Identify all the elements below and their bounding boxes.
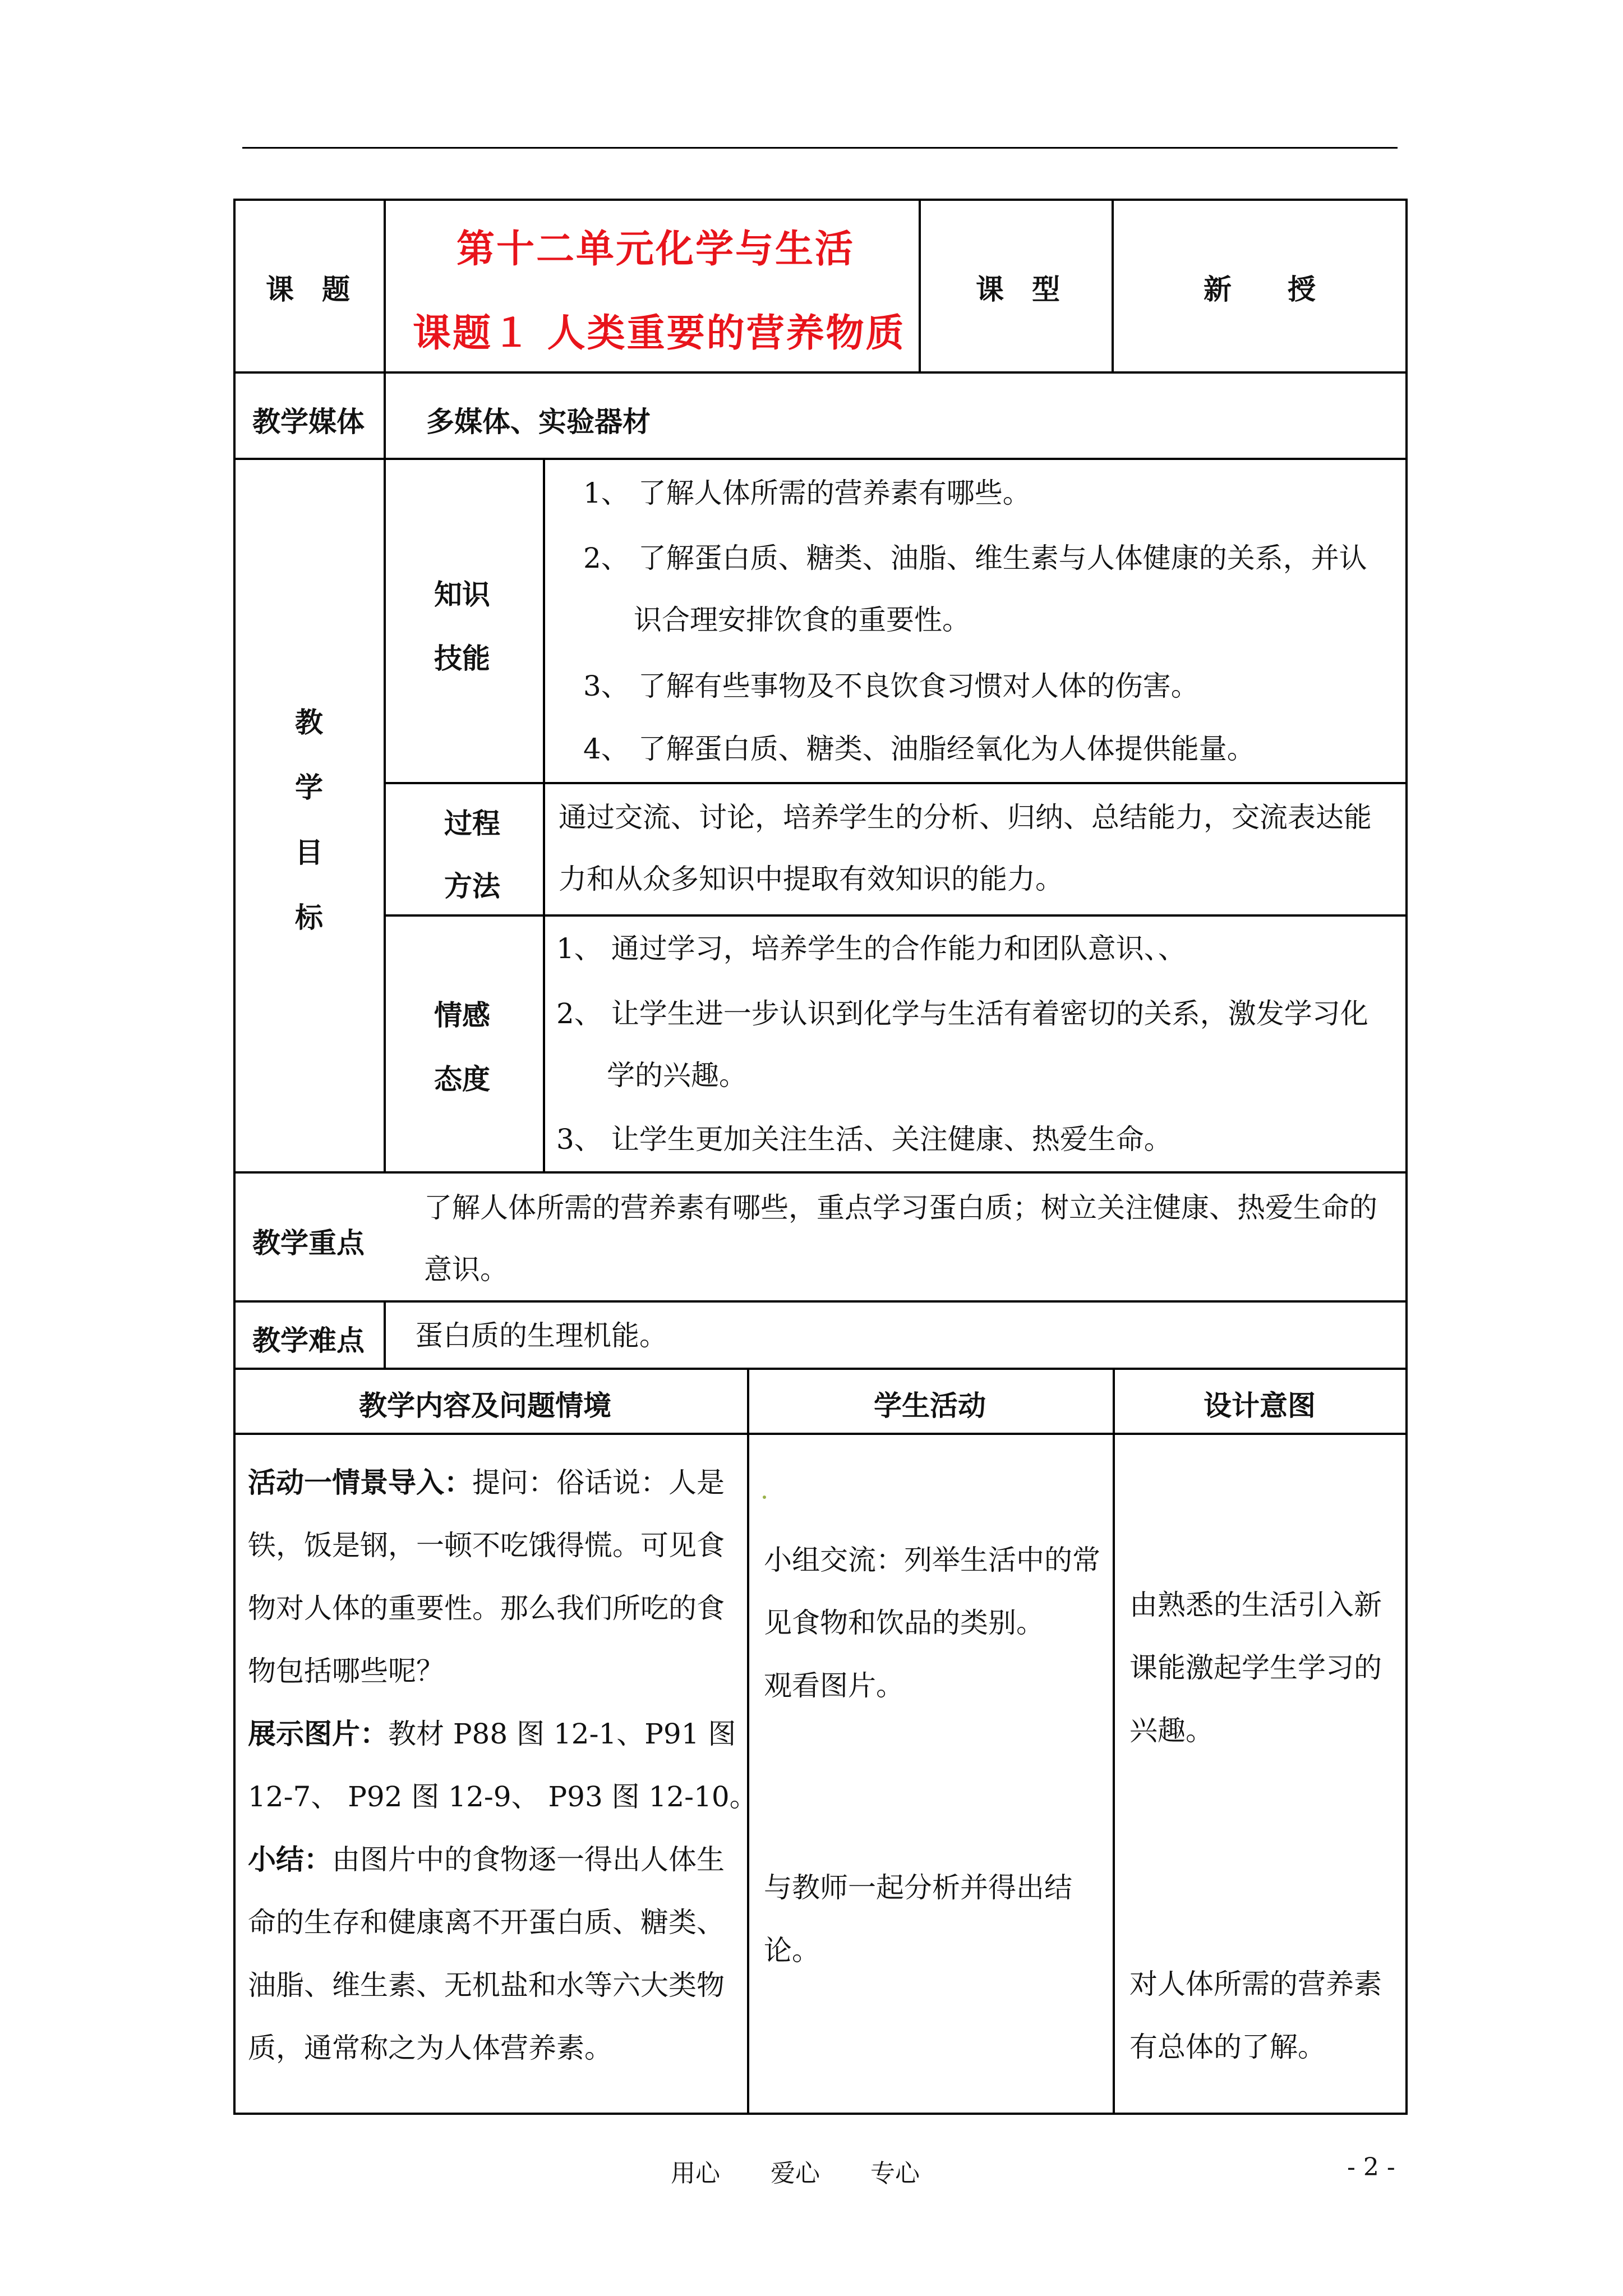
key-point-line: 了解人体所需的营养素有哪些，重点学习蛋白质；树立关注健康、热爱生命的 — [424, 1191, 1377, 1224]
footer-word: 专心 — [870, 2159, 920, 2188]
key-point-line: 意识。 — [424, 1253, 508, 1286]
column-header: 学生活动 — [874, 1389, 986, 1422]
text-line: 通过交流、讨论，培养学生的分析、归纳、总结能力，交流表达能 — [559, 801, 1372, 834]
text-line: 质，通常称之为人体营养素。 — [248, 2032, 612, 2064]
text-line: 与教师一起分析并得出结 — [764, 1871, 1072, 1904]
text-line: 观看图片。 — [764, 1669, 904, 1702]
difficulty-value: 蛋白质的生理机能。 — [415, 1319, 667, 1352]
text-line: 油脂、维生素、无机盐和水等六大类物 — [248, 1969, 725, 2001]
objective-char: 学 — [295, 771, 323, 804]
lesson-title: 课题１ 人类重要的营养物质 — [413, 311, 906, 356]
column-header: 教学内容及问题情境 — [359, 1389, 611, 1422]
knowledge-label-2: 技能 — [434, 642, 490, 675]
unit-title: 第十二单元化学与生活 — [457, 227, 855, 272]
type-label: 课 型 — [976, 273, 1060, 306]
text-line: 力和从众多知识中提取有效知识的能力。 — [559, 863, 1063, 895]
page-number: - 2 - — [1347, 2153, 1395, 2182]
text-line: 命的生存和健康离不开蛋白质、糖类、 — [248, 1906, 725, 1939]
type-value: 新 授 — [1204, 273, 1316, 306]
text-line: 有总体的了解。 — [1129, 2031, 1326, 2063]
list-item: 1、 了解人体所需的营养素有哪些。 — [583, 477, 1031, 509]
list-item: 2、 了解蛋白质、糖类、油脂、维生素与人体健康的关系，并认 — [583, 542, 1367, 574]
list-item: 3、 让学生更加关注生活、关注健康、热爱生命。 — [556, 1123, 1172, 1156]
text-line: 由熟悉的生活引入新 — [1129, 1589, 1382, 1621]
text-line: 活动一情景导入：提问：俗话说：人是 — [248, 1466, 725, 1499]
text-line: 见食物和饮品的类别。 — [764, 1607, 1044, 1639]
list-item: 4、 了解蛋白质、糖类、油脂经氧化为人体提供能量。 — [583, 733, 1255, 765]
list-item: 识合理安排饮食的重要性。 — [634, 604, 970, 636]
text-line: 物对人体的重要性。那么我们所吃的食 — [248, 1592, 725, 1625]
media-value: 多媒体、实验器材 — [426, 406, 651, 438]
emotion-label-1: 情感 — [434, 999, 490, 1032]
text-line: 铁，饭是钢，一顿不吃饿得慌。可见食 — [248, 1529, 725, 1562]
text-line: 兴趣。 — [1129, 1714, 1214, 1747]
text-line: 对人体所需的营养素 — [1129, 1968, 1382, 2000]
objective-char: 教 — [295, 706, 323, 739]
column-header: 设计意图 — [1204, 1389, 1316, 1422]
summary-heading: 小结： — [248, 1843, 332, 1876]
show-heading: 展示图片： — [248, 1718, 388, 1750]
text-line: 展示图片：教材 P88 图 12-1、P91 图 — [248, 1718, 736, 1750]
emotion-label-2: 态度 — [434, 1063, 490, 1096]
topic-label: 课 题 — [266, 273, 350, 306]
process-label-1: 过程 — [444, 807, 500, 840]
list-item: 1、 通过学习，培养学生的合作能力和团队意识、、 — [556, 932, 1186, 965]
text-line: 物包括哪些呢？ — [248, 1655, 444, 1687]
text-line: 小结：由图片中的食物逐一得出人体生 — [248, 1843, 725, 1876]
list-item: 2、 让学生进一步认识到化学与生活有着密切的关系，激发学习化 — [556, 997, 1368, 1030]
text-line: 论。 — [764, 1934, 820, 1967]
difficulty-label: 教学难点 — [252, 1324, 365, 1357]
list-item: 3、 了解有些事物及不良饮食习惯对人体的伤害。 — [583, 670, 1199, 702]
stray-mark — [763, 1496, 766, 1499]
footer-word: 用心 — [671, 2159, 720, 2188]
objective-char: 标 — [295, 901, 323, 934]
knowledge-label-1: 知识 — [434, 578, 490, 611]
key-point-label: 教学重点 — [252, 1227, 365, 1259]
media-label: 教学媒体 — [252, 406, 365, 438]
intro-heading: 活动一情景导入： — [248, 1466, 472, 1499]
footer-word: 爱心 — [771, 2159, 820, 2188]
process-label-2: 方法 — [444, 870, 500, 903]
text-line: 12-7、 P92 图 12-9、 P93 图 12-10。 — [248, 1780, 758, 1813]
list-item: 学的兴趣。 — [607, 1059, 747, 1092]
text-line: 小组交流：列举生活中的常 — [764, 1544, 1100, 1576]
text-line: 课能激起学生学习的 — [1129, 1651, 1382, 1684]
objective-char: 目 — [295, 836, 323, 869]
